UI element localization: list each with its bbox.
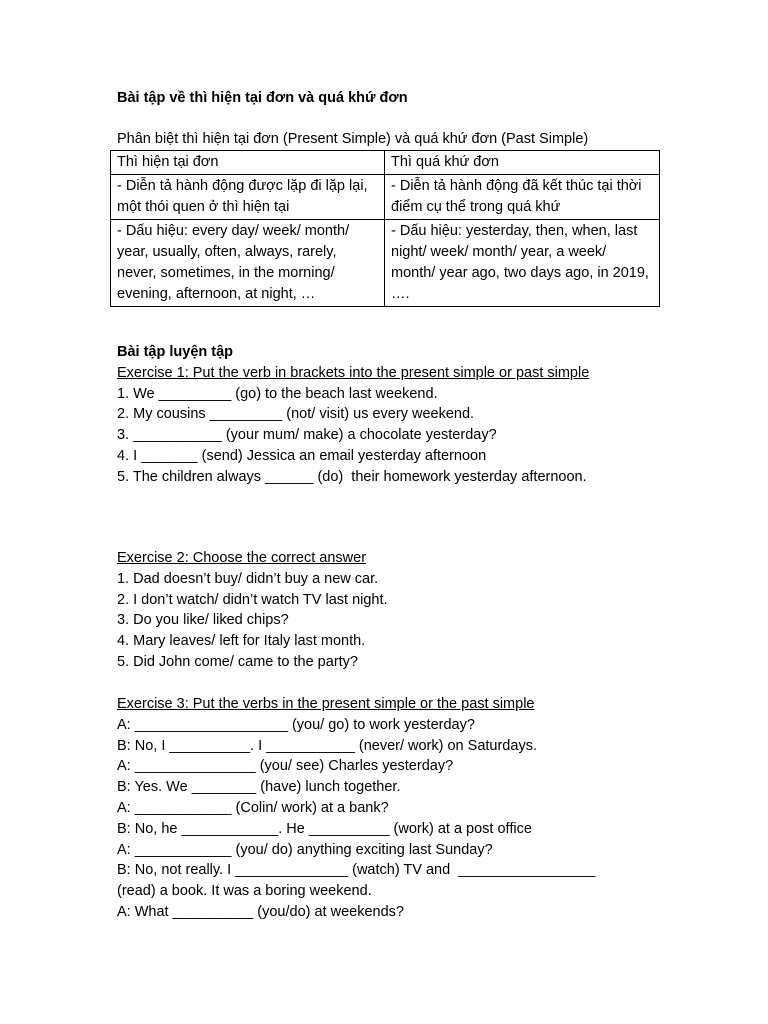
exercise-1-item-1: 1. We _________ (go) to the beach last weekend.: [117, 385, 438, 402]
exercise-3-item-3: A: _______________ (you/ see) Charles yesterday?: [117, 758, 454, 775]
header-past-simple: Thì quá khứ đơn: [385, 151, 660, 175]
exercise-3-item-2: B: No, I __________. I ___________ (never/ work) on Saturdays.: [117, 737, 537, 754]
header-present-simple: Thì hiện tại đơn: [111, 151, 385, 175]
table-row-usage: [111, 175, 660, 220]
exercise-1-heading: Exercise 1: Put the verb in brackets into the present simple or past simple: [117, 364, 590, 381]
exercise-2-item-2: 2. I don’t watch/ didn’t watch TV last night.: [117, 591, 388, 608]
exercise-3-heading: Exercise 3: Put the verbs in the present simple or the past simple: [117, 696, 535, 712]
exercise-1-item-5: 5. The children always ______ (do) their homework yesterday afternoon.: [117, 468, 587, 485]
exercise-3-item-1: A: ___________________ (you/ go) to work yesterday?: [117, 716, 475, 733]
comparison-table: [110, 150, 660, 307]
exercise-3-item-5: A: ____________ (Colin/ work) at a bank?: [117, 799, 389, 816]
table-row-signals: [111, 220, 660, 307]
exercise-3-item-6: B: No, he ____________. He __________ (work) at a post office: [117, 820, 532, 837]
exercise-2-heading: Exercise 2: Choose the correct answer: [117, 550, 367, 566]
exercise-1-item-2: 2. My cousins _________ (not/ visit) us every weekend.: [117, 406, 475, 423]
signals-present-simple: - Dấu hiệu: every day/ week/ month/ year, usually, often, always, rarely, never, sometimes, in the morning/ evening, afternoon, at night, …: [111, 220, 385, 307]
exercise-3-item-4: B: Yes. We ________ (have) lunch together.: [117, 779, 401, 796]
exercise-3-item-9: A: What __________ (you/do) at weekends?: [117, 903, 404, 920]
exercise-1-section: [117, 342, 637, 488]
exercise-2-item-4: 4. Mary leaves/ left for Italy last month.: [117, 633, 366, 650]
signals-past-simple: - Dấu hiệu: yesterday, then, when, last night/ week/ month/ year, a week/ month/ year ago, two days ago, in 2019, ….: [385, 220, 660, 307]
practice-heading: Bài tập luyện tập: [117, 344, 234, 360]
exercise-3-section: [117, 694, 637, 923]
table-intro: Phân biệt thì hiện tại đơn (Present Simple) và quá khứ đơn (Past Simple): [117, 131, 589, 147]
exercise-1-item-4: 4. I _______ (send) Jessica an email yesterday afternoon: [117, 447, 487, 464]
exercise-3-item-8: B: No, not really. I ______________ (watch) TV and _________________ (read) a book. It was a boring weekend.: [117, 862, 600, 900]
exercise-2-item-5: 5. Did John come/ came to the party?: [117, 653, 358, 670]
document-title: Bài tập về thì hiện tại đơn và quá khứ đơn: [117, 90, 408, 106]
exercise-3-item-7: A: ____________ (you/ do) anything exciting last Sunday?: [117, 841, 493, 858]
exercise-1-item-3: 3. ___________ (your mum/ make) a chocolate yesterday?: [117, 427, 497, 444]
table-header-row: [111, 151, 660, 175]
exercise-2-item-1: 1. Dad doesn’t buy/ didn’t buy a new car.: [117, 570, 379, 587]
usage-past-simple: - Diễn tả hành động đã kết thúc tại thời điểm cụ thể trong quá khứ: [385, 175, 660, 220]
exercise-2-section: [117, 548, 637, 673]
usage-present-simple: - Diễn tả hành động được lặp đi lặp lại, một thói quen ở thì hiện tại: [111, 175, 385, 220]
exercise-2-item-3: 3. Do you like/ liked chips?: [117, 612, 289, 629]
